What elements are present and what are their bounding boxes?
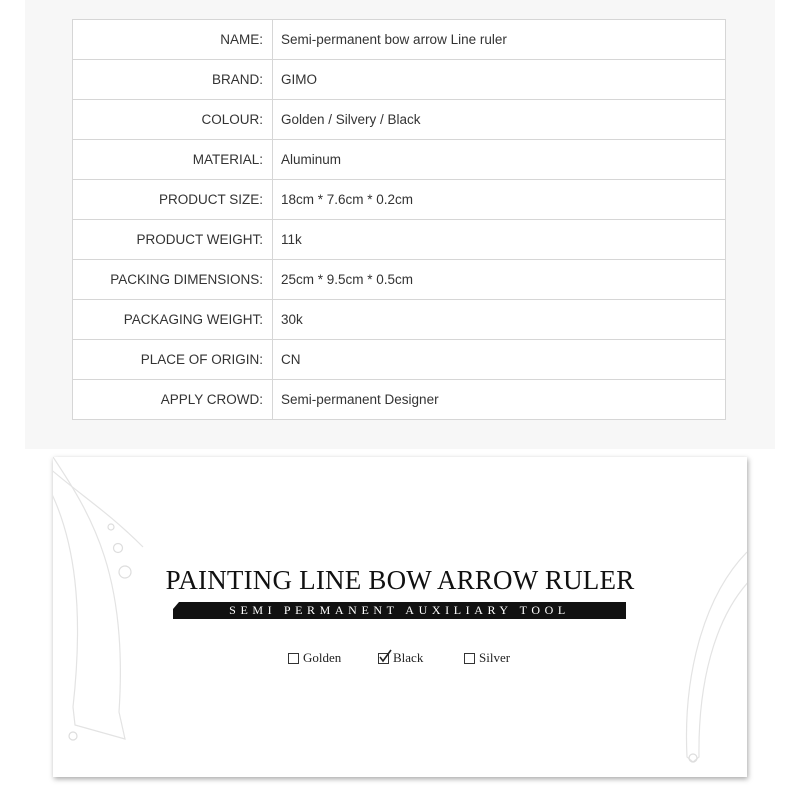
- spec-label: PACKING DIMENSIONS:: [73, 260, 273, 300]
- spec-label: PRODUCT WEIGHT:: [73, 220, 273, 260]
- spec-table: [72, 19, 726, 420]
- option-black-label: Black: [393, 650, 424, 665]
- spec-value: Semi-permanent Designer: [273, 380, 726, 420]
- spec-row: [73, 380, 726, 420]
- spec-label: PACKAGING WEIGHT:: [73, 300, 273, 340]
- option-golden-label: Golden: [303, 650, 342, 665]
- spec-value: Semi-permanent bow arrow Line ruler: [273, 20, 726, 60]
- checkbox-black[interactable]: [378, 653, 389, 664]
- card-title: PAINTING LINE BOW ARROW RULER: [165, 565, 635, 595]
- spec-row: [73, 260, 726, 300]
- spec-row: [73, 100, 726, 140]
- spec-value: 11k: [273, 220, 726, 260]
- card-subtitle: SEMI PERMANENT AUXILIARY TOOL: [229, 603, 570, 617]
- spec-value: 25cm * 9.5cm * 0.5cm: [273, 260, 726, 300]
- spec-value: 30k: [273, 300, 726, 340]
- spec-row: [73, 140, 726, 180]
- color-options: [53, 650, 747, 666]
- spec-label: MATERIAL:: [73, 140, 273, 180]
- spec-label: BRAND:: [73, 60, 273, 100]
- spec-label: NAME:: [73, 20, 273, 60]
- option-silver-label: Silver: [479, 650, 511, 665]
- spec-value: CN: [273, 340, 726, 380]
- spec-row: [73, 20, 726, 60]
- spec-row: [73, 180, 726, 220]
- spec-row: [73, 340, 726, 380]
- checkbox-golden[interactable]: [288, 653, 299, 664]
- spec-label: PRODUCT SIZE:: [73, 180, 273, 220]
- spec-value: 18cm * 7.6cm * 0.2cm: [273, 180, 726, 220]
- spec-value: GIMO: [273, 60, 726, 100]
- subtitle-banner: [173, 602, 626, 619]
- spec-value: Golden / Silvery / Black: [273, 100, 726, 140]
- checkbox-silver[interactable]: [464, 653, 475, 664]
- spec-label: APPLY CROWD:: [73, 380, 273, 420]
- spec-value: Aluminum: [273, 140, 726, 180]
- spec-row: [73, 300, 726, 340]
- product-card: [53, 457, 747, 777]
- spec-row: [73, 220, 726, 260]
- spec-label: PLACE OF ORIGIN:: [73, 340, 273, 380]
- spec-label: COLOUR:: [73, 100, 273, 140]
- check-icon: [378, 649, 392, 663]
- spec-row: [73, 60, 726, 100]
